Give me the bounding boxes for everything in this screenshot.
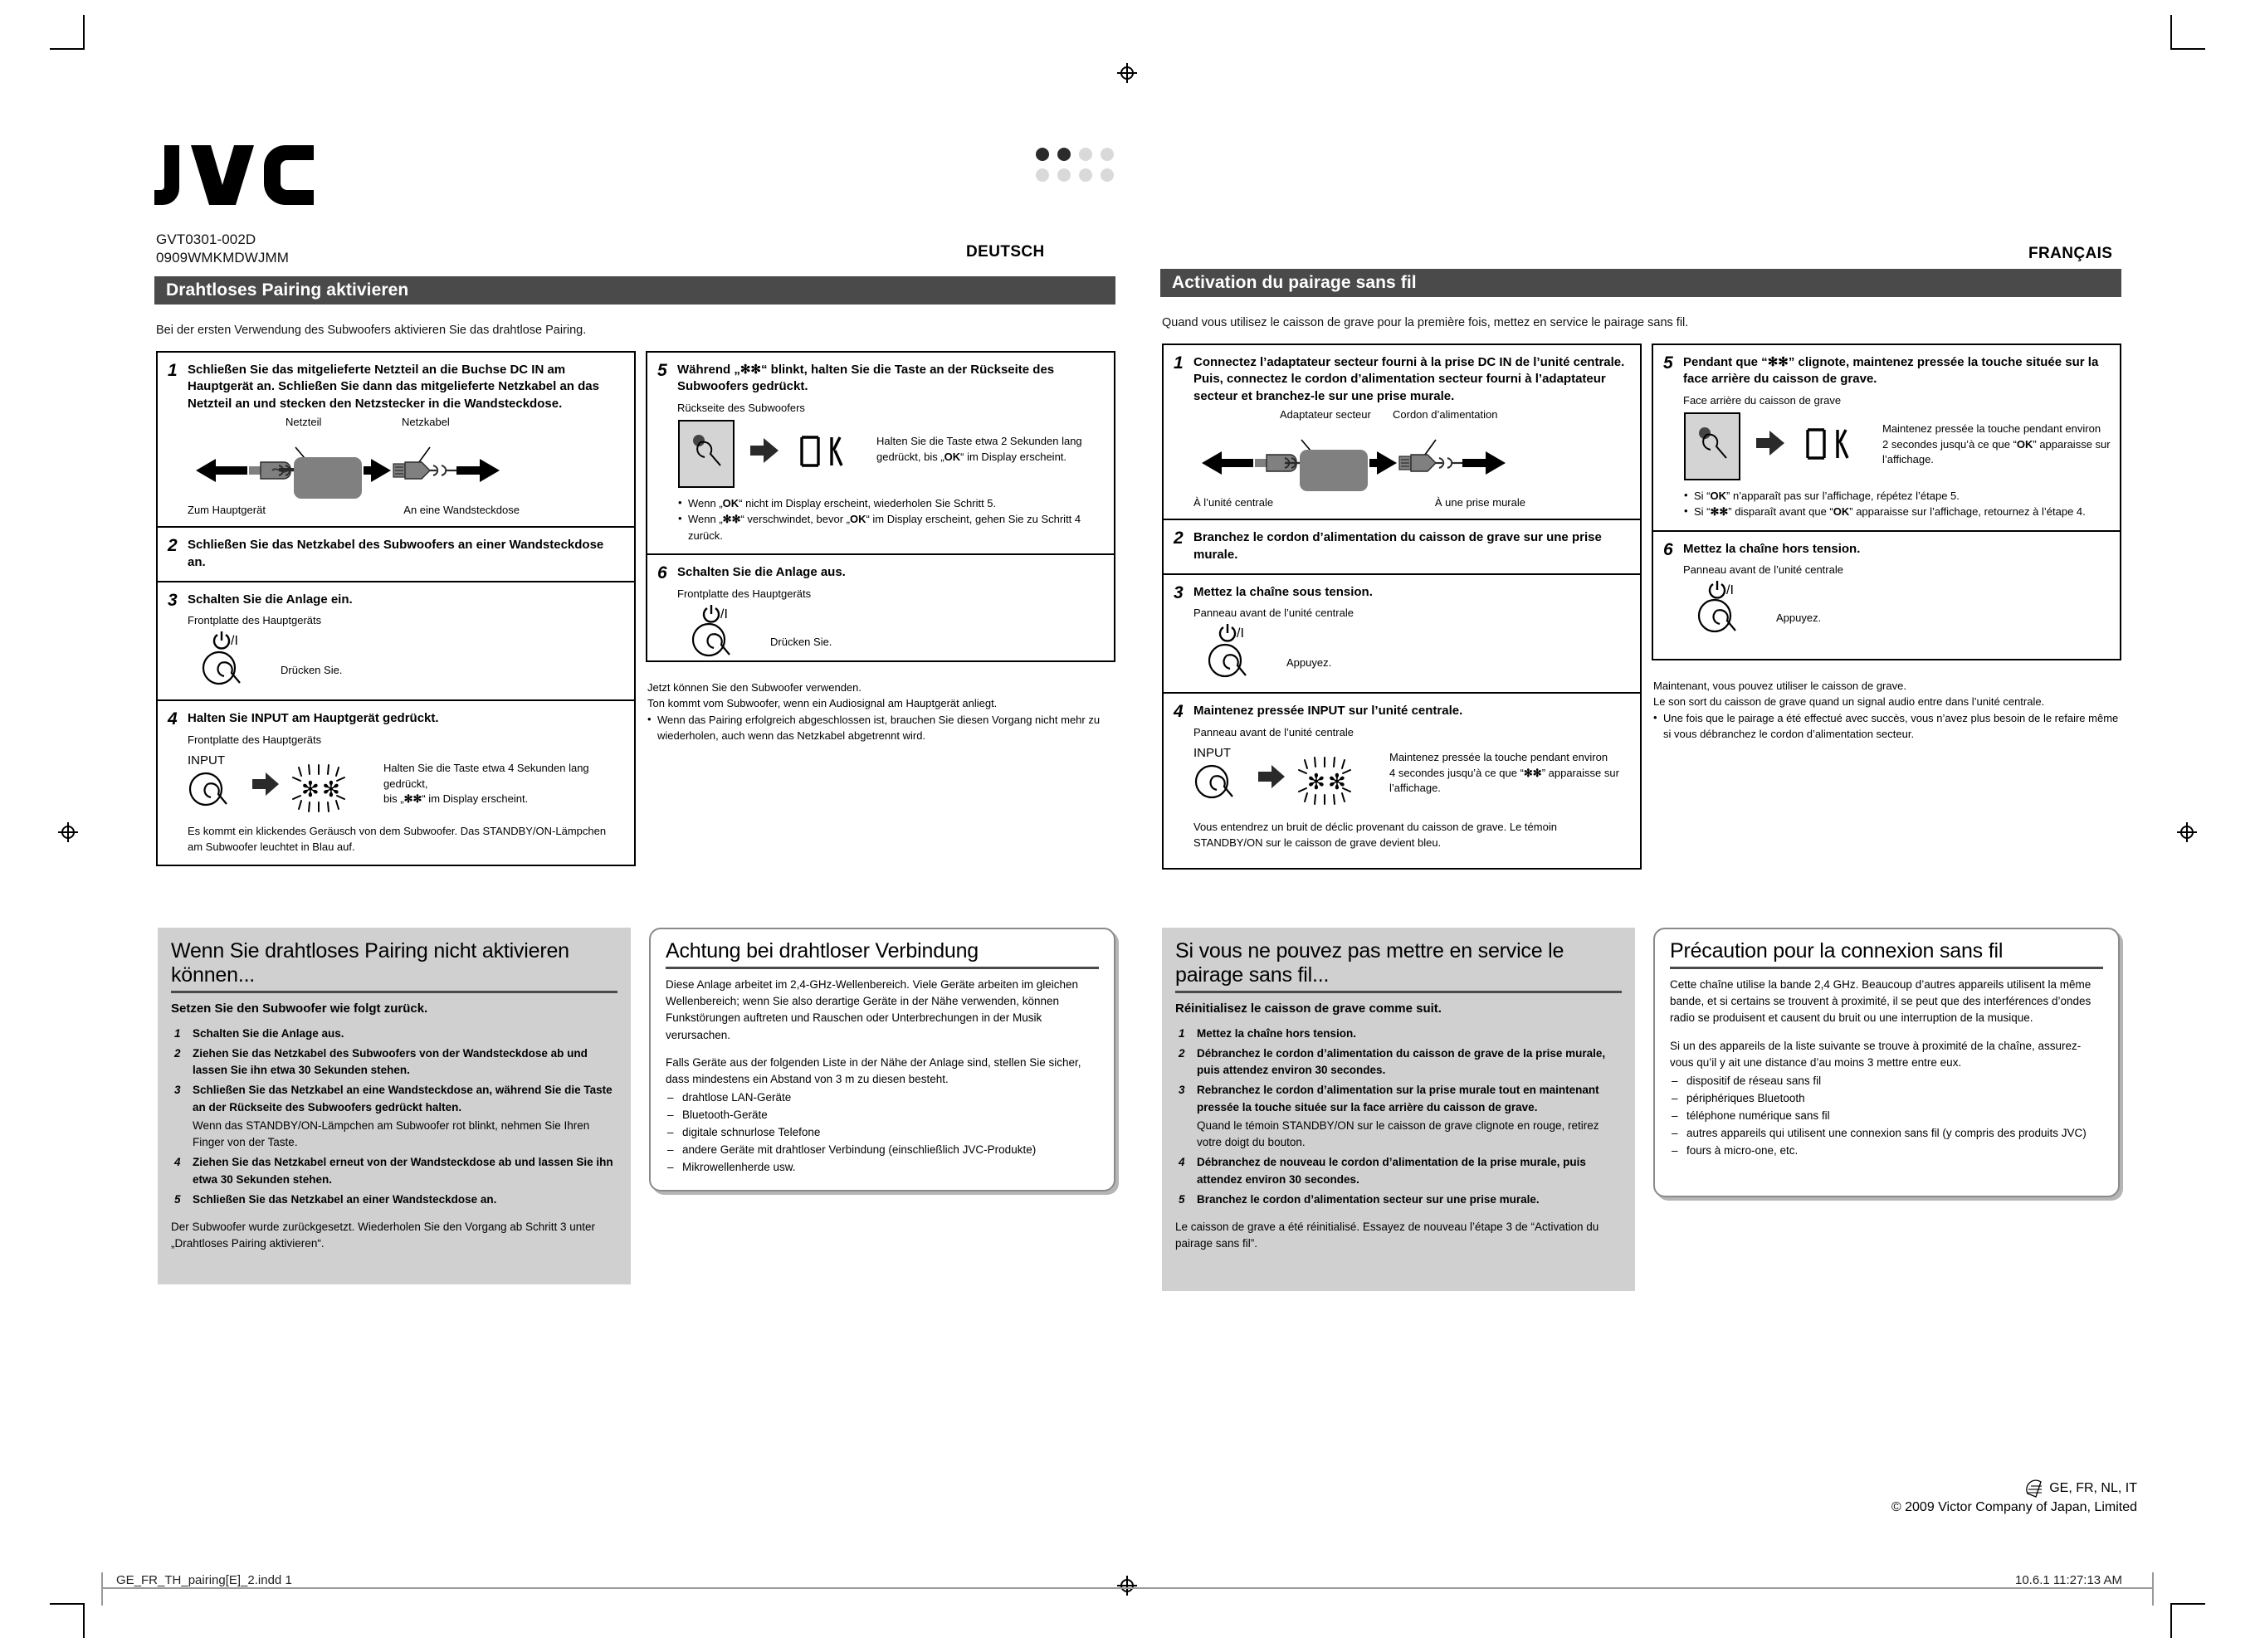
document-code-primary: GVT0301-002D [156, 231, 256, 247]
footer-divider [101, 1587, 2154, 1589]
item-text: Ziehen Sie das Netzkabel erneut von der Wandsteckdose ab und lassen Sie ihn etwa 30 Sekunden stehen. [193, 1156, 613, 1186]
bullet-1b: ” n’apparaît pas sur l’affichage, répétez l’étape 5. [1726, 489, 1960, 502]
list-item [171, 1082, 617, 1151]
item-number: 2 [174, 1046, 181, 1060]
list-item: – téléphone numérique sans fil [1670, 1108, 2103, 1125]
display-stars: ✻✻ [403, 792, 422, 806]
step-title: Maintenez pressée INPUT sur l’unité centrale. [1193, 704, 1463, 719]
svg-text:/I: /I [231, 634, 238, 649]
caution-paragraph-2: Si un des appareils de la liste suivante se trouve à proximité de la chaîne, assurez-vous qu’il y ait une distance d’au moins 3 mettre entre eux. [1670, 1039, 2082, 1069]
list-item: – fours à micro-one, etc. [1670, 1143, 2103, 1160]
power-button-diagram [677, 603, 1103, 661]
caution-device-list [666, 1089, 1099, 1177]
french-step-4 [1164, 692, 1640, 860]
press-label: Drücken Sie. [770, 635, 832, 648]
hold-instruction [1389, 750, 1638, 797]
crop-mark-tl-v [83, 15, 85, 50]
adapter-label: Adaptateur secteur [1280, 408, 1371, 422]
subwoofer-rear-diagram [1683, 410, 2109, 483]
panel-caption: Panneau avant de l’unité centrale [1193, 607, 1354, 620]
display-stars: ✻✻ [1710, 505, 1729, 519]
panel-closing-text: Le caisson de grave a été réinitialisé. Essayez de nouveau l’étape 3 de “Activation du pairage sans fil”. [1175, 1221, 1599, 1250]
svg-text:✻: ✻ [1307, 769, 1325, 795]
caution-device-list [1670, 1073, 2103, 1160]
title-rule [666, 967, 1099, 969]
hold-line-2b: ” apparaisse sur [1541, 766, 1619, 779]
document-codes [156, 231, 289, 267]
display-stars: ✻✻ [1523, 766, 1542, 779]
german-intro-text: Bei der ersten Verwendung des Subwoofers aktivieren Sie das drahtlose Pairing. [156, 324, 587, 337]
german-step-3 [158, 581, 634, 699]
list-item [1175, 1045, 1622, 1079]
step-number: 1 [168, 361, 178, 380]
french-section-banner [1160, 269, 2121, 297]
step-title: Schließen Sie das mitgelieferte Netzteil an die Buchse DC IN am Hauptgerät an. Schließen Sie dann das mitgelieferte Netzkabel an das Netzteil an und stecken den Netzstecker in die Wandsteckdose. [188, 363, 599, 411]
german-step-4 [158, 699, 634, 865]
french-troubleshooting-panel [1162, 928, 1635, 1291]
display-stars: ✻✻ [1767, 355, 1789, 369]
step-number: 2 [1174, 529, 1184, 548]
list-item: – autres appareils qui utilisent une connexion sans fil (y compris des produits JVC) [1670, 1125, 2103, 1143]
power-button-diagram [1683, 579, 2109, 637]
document-code-secondary: 0909WMKMDWJMM [156, 249, 289, 266]
adapter-foot-left: Zum Hauptgerät [188, 504, 266, 517]
hold-line-1: Halten Sie die Taste etwa 2 Sekunden lang [876, 434, 1082, 447]
german-banner-text: Drahtloses Pairing aktivieren [166, 280, 409, 300]
language-label-french: FRANÇAIS [2028, 245, 2113, 262]
step-title: Connectez l’adaptateur secteur fourni à la prise DC IN de l’unité centrale. Puis, connectez le cordon d’alimentation secteur fourni à l’adaptateur secteur et branchez-le sur une prise murale. [1193, 355, 1625, 403]
caution-paragraph-1: Diese Anlage arbeitet im 2,4-GHz-Wellenbereich. Viele Geräte arbeiten im gleichen Wellenbereich; wenn Sie also derartige Geräte in der Nähe verwenden, können Funkstörungen auftreten und Rauschen oder Unterbrechungen in der Musik verursachen. [666, 977, 1079, 1041]
crop-mark-bl-v [83, 1603, 85, 1638]
list-item: – andere Geräte mit drahtloser Verbindung (einschließlich JVC-Produkte) [666, 1142, 1099, 1159]
hold-line-1: Maintenez pressée la touche pendant environ [1882, 422, 2101, 435]
power-button-diagram [188, 630, 623, 690]
step-number: 2 [168, 536, 178, 556]
step-title-part-b: ” clignote, maintenez pressée la touche située sur la face arrière du caisson de grave. [1683, 355, 2099, 387]
copyright-text: © 2009 Victor Company of Japan, Limited [1891, 1500, 2137, 1514]
bullet-1 [1684, 488, 2109, 504]
item-number: 2 [1179, 1046, 1185, 1060]
item-text: Mettez la chaîne hors tension. [1197, 1026, 1357, 1040]
step-title: Schließen Sie das Netzkabel des Subwoofers an einer Wandsteckdose an. [188, 538, 604, 569]
svg-text:✻: ✻ [322, 777, 340, 802]
french-banner-text: Activation du pairage sans fil [1172, 273, 1417, 292]
step-title: Mettez la chaîne hors tension. [1683, 541, 1861, 556]
french-caution-panel [1653, 928, 2120, 1197]
bullet-2b: “ verschwindet, bevor „ [740, 513, 850, 526]
german-section-banner [154, 276, 1115, 305]
adapter-foot-right: An eine Wandsteckdose [403, 504, 520, 517]
hold-line-2a: gedrückt, bis „ [876, 450, 944, 463]
display-ok: OK [2016, 437, 2033, 451]
adapter-label: Netzteil [286, 416, 322, 429]
regions-label: GE, FR, NL, IT [2049, 1481, 2137, 1496]
item-number: 3 [1179, 1084, 1185, 1097]
language-label-german: DEUTSCH [966, 243, 1045, 261]
display-stars: ✻✻ [722, 513, 741, 526]
bullet-2 [1684, 504, 2109, 520]
ac-adapter-diagram [1193, 408, 1629, 509]
registration-mark-bottom [1120, 1579, 1134, 1592]
german-steps-right-box [646, 351, 1115, 662]
item-number: 1 [174, 1026, 181, 1040]
step-note: Es kommt ein klickendes Geräusch von dem Subwoofer. Das STANDBY/ON-Lämpchen am Subwoofer leuchtet in Blau auf. [188, 824, 607, 853]
item-text: Schließen Sie das Netzkabel an eine Wandsteckdose an, während Sie die Taste an der Rückseite des Subwoofers gedrückt halten. [193, 1084, 613, 1114]
item-number: 5 [174, 1192, 181, 1206]
crop-mark-tl-h [50, 48, 85, 50]
hold-instruction [876, 434, 1109, 465]
panel-title: Wenn Sie drahtloses Pairing nicht aktivieren können... [171, 939, 569, 987]
step-number: 4 [168, 709, 178, 729]
hold-line-2a: 4 secondes jusqu’à ce que “ [1389, 766, 1524, 779]
panel-subtitle: Réinitialisez le caisson de grave comme suit. [1175, 1001, 1442, 1016]
step-title: Mettez la chaîne sous tension. [1193, 584, 1373, 599]
french-after-text [1653, 679, 2122, 743]
french-step-5 [1653, 345, 2120, 530]
step-title [677, 362, 1103, 396]
display-ok: OK [944, 450, 961, 463]
item-text: Branchez le cordon d’alimentation secteur sur une prise murale. [1197, 1192, 1540, 1206]
step-number: 1 [1174, 353, 1184, 373]
german-after-text [647, 680, 1112, 744]
german-step-1 [158, 353, 634, 526]
after-line-2: Ton kommt vom Subwoofer, wenn ein Audiosignal am Hauptgerät anliegt. [647, 696, 998, 709]
panel-title: Achtung bei drahtloser Verbindung [666, 939, 979, 962]
title-rule [1670, 967, 2103, 969]
step-bullets [1684, 488, 2109, 520]
crop-mark-tr-v [2170, 15, 2172, 50]
panel-caption: Face arrière du caisson de grave [1683, 393, 1842, 407]
bullet-1 [678, 495, 1103, 512]
svg-text:✻: ✻ [301, 777, 320, 802]
german-caution-panel [649, 928, 1115, 1191]
after-line-1: Maintenant, vous pouvez utiliser le caisson de grave. [1653, 680, 1906, 692]
step-title: Branchez le cordon d’alimentation du caisson de grave sur une prise murale. [1193, 530, 1602, 562]
french-steps-right-box [1652, 344, 2121, 660]
hold-line-2a: bis „ [383, 792, 404, 806]
list-item: – digitale schnurlose Telefone [666, 1124, 1099, 1142]
step-number: 3 [168, 590, 178, 610]
item-text: Rebranchez le cordon d’alimentation sur la prise murale tout en maintenant pressée la touche située sur la face arrière du caisson de grave. [1197, 1084, 1599, 1114]
french-step-6 [1653, 530, 2120, 647]
panel-caption: Frontplatte des Hauptgeräts [188, 614, 322, 627]
item-number: 4 [1179, 1156, 1185, 1169]
item-number: 5 [1179, 1192, 1185, 1206]
list-item: – drahtlose LAN-Geräte [666, 1089, 1099, 1107]
step-title [1683, 354, 2109, 388]
after-line-1: Jetzt können Sie den Subwoofer verwenden. [647, 681, 862, 694]
item-text: Débranchez le cordon d’alimentation du caisson de grave de la prise murale, puis attendez environ 30 secondes. [1197, 1046, 1606, 1076]
item-number: 4 [174, 1156, 181, 1169]
svg-text:/I: /I [1237, 626, 1244, 641]
panel-caption: Rückseite des Subwoofers [677, 401, 805, 414]
bullet-2c: ” apparaisse sur l’affichage, retournez à l’étape 4. [1849, 505, 2086, 519]
list-item: – périphériques Bluetooth [1670, 1090, 2103, 1108]
panel-title: Si vous ne pouvez pas mettre en service le pairage sans fil... [1175, 939, 1564, 987]
item-text: Schalten Sie die Anlage aus. [193, 1026, 344, 1040]
adapter-foot-left: À l’unité centrale [1193, 496, 1274, 509]
svg-text:/I: /I [720, 607, 728, 621]
svg-text:INPUT: INPUT [1193, 745, 1231, 760]
step-note: Vous entendrez un bruit de déclic provenant du caisson de grave. Le témoin STANDBY/ON sur le caisson de grave devient bleu. [1193, 820, 1557, 849]
title-rule [171, 991, 617, 993]
reset-steps-list [171, 1026, 617, 1209]
list-item [1175, 1026, 1622, 1042]
adapter-foot-right: À une prise murale [1434, 496, 1525, 509]
crop-mark-bl-h [50, 1603, 85, 1605]
bullet-2c: “ im Display erscheint, gehen Sie zu Schritt 4 zurück. [688, 513, 1081, 542]
item-text: Ziehen Sie das Netzkabel des Subwoofers von der Wandsteckdose ab und lassen Sie ihn etwa 30 Sekunden stehen. [193, 1046, 588, 1076]
french-step-2 [1164, 519, 1640, 573]
step-number: 5 [1663, 353, 1673, 373]
step-title-part-a: Während „ [677, 363, 740, 377]
source-file-name: GE_FR_TH_pairing[E]_2.indd 1 [116, 1573, 292, 1587]
title-rule [1175, 991, 1622, 993]
hold-line-2b: ” apparaisse sur [2033, 437, 2111, 451]
after-line-2: Le son sort du caisson de grave quand un signal audio entre dans l’unité centrale. [1653, 694, 2045, 708]
jvc-logo [154, 145, 314, 205]
press-label: Appuyez. [1286, 656, 1332, 670]
german-troubleshooting-panel [158, 928, 631, 1284]
bullet-1b: “ nicht im Display erscheint, wiederholen Sie Schritt 5. [739, 496, 997, 509]
step-title: Schalten Sie die Anlage aus. [677, 565, 846, 580]
svg-text:INPUT: INPUT [188, 753, 225, 768]
list-item [171, 1026, 617, 1042]
item-number: 3 [174, 1084, 181, 1097]
panel-title: Précaution pour la connexion sans fil [1670, 939, 2004, 962]
power-button-diagram [1193, 622, 1629, 682]
press-label: Drücken Sie. [281, 664, 343, 677]
item-text: Débranchez de nouveau le cordon d’alimentation de la prise murale, puis attendez environ 30 secondes. [1197, 1156, 1586, 1186]
list-item [1175, 1191, 1622, 1208]
input-hold-diagram [1193, 742, 1629, 813]
list-item: – Mikrowellenherde usw. [666, 1159, 1099, 1177]
bullet-1a: Si “ [1694, 489, 1711, 502]
item-subtext: Wenn das STANDBY/ON-Lämpchen am Subwoofer rot blinkt, nehmen Sie Ihren Finger von der Taste. [193, 1118, 590, 1148]
hold-line-2b: “ im Display erscheint. [960, 450, 1067, 463]
panel-caption: Frontplatte des Hauptgeräts [188, 733, 322, 746]
list-item [171, 1154, 617, 1188]
list-item [171, 1191, 617, 1208]
step-title: Halten Sie INPUT am Hauptgerät gedrückt. [188, 711, 439, 726]
panel-subtitle: Setzen Sie den Subwoofer wie folgt zurück. [171, 1001, 428, 1016]
ac-adapter-diagram [188, 416, 623, 516]
panel-closing-text: Der Subwoofer wurde zurückgesetzt. Wiederholen Sie den Vorgang ab Schritt 3 unter „Drahtloses Pairing aktivieren“. [171, 1221, 596, 1250]
german-step-6 [647, 553, 1114, 670]
page-footer [1891, 1479, 2137, 1517]
item-text: Schließen Sie das Netzkabel an einer Wandsteckdose an. [193, 1192, 497, 1206]
panel-caption: Frontplatte des Hauptgeräts [677, 587, 812, 600]
display-ok: OK [722, 496, 739, 509]
registration-mark-right [2180, 826, 2194, 839]
list-item: – Bluetooth-Geräte [666, 1107, 1099, 1124]
step-bullets [678, 495, 1103, 544]
footer-separator-right [2152, 1572, 2154, 1606]
hold-line-1: Maintenez pressée la touche pendant environ [1389, 750, 1608, 763]
print-timestamp: 10.6.1 11:27:13 AM [2015, 1573, 2122, 1587]
german-step-2 [158, 526, 634, 581]
step-title-part-b: “ blinkt, halten Sie die Taste an der Rückseite des Subwoofers gedrückt. [677, 363, 1055, 394]
step-number: 4 [1174, 702, 1184, 722]
reset-steps-list [1175, 1026, 1622, 1209]
list-item [1175, 1154, 1622, 1188]
panel-caption: Panneau avant de l’unité centrale [1683, 563, 1843, 577]
step-title: Schalten Sie die Anlage ein. [188, 592, 353, 607]
power-cord-label: Cordon d’alimentation [1393, 408, 1498, 422]
press-label: Appuyez. [1776, 612, 1822, 625]
list-item [171, 1045, 617, 1079]
svg-text:✻: ✻ [1328, 769, 1346, 795]
subwoofer-rear-diagram [677, 417, 1103, 490]
bullet-2b: ” disparaît avant que “ [1728, 505, 1833, 519]
bullet-2a: Wenn „ [688, 513, 723, 526]
french-step-1 [1164, 345, 1640, 519]
display-stars: ✻✻ [739, 363, 761, 377]
hold-line-2a: 2 secondes jusqu’à ce que “ [1882, 437, 2017, 451]
caution-paragraph-1: Cette chaîne utilise la bande 2,4 GHz. Beaucoup d’autres appareils utilisent la même bande, et si certains se trouvent à proximité, il se peut que des interférences d’ondes radio se produisent et causent du bruit ou une interruption de la musique. [1670, 977, 2091, 1025]
step-number: 5 [657, 361, 667, 380]
french-steps-left-box [1162, 344, 1642, 870]
footer-separator-left [101, 1572, 103, 1606]
crop-mark-br-h [2170, 1603, 2205, 1605]
registration-mark-top [1120, 66, 1134, 80]
crop-mark-br-v [2170, 1603, 2172, 1638]
item-subtext: Quand le témoin STANDBY/ON sur le caisson de grave clignote en rouge, retirez votre doigt du bouton. [1197, 1118, 1599, 1148]
after-bullet: • Wenn das Pairing erfolgreich abgeschlossen ist, brauchen Sie diesen Vorgang nicht mehr zu wiederholen, auch wenn das Netzkabel abgetrennt wird. [647, 712, 1112, 744]
power-cord-label: Netzkabel [402, 416, 450, 429]
input-hold-diagram [188, 749, 623, 817]
german-steps-left-box [156, 351, 636, 866]
hold-instruction [1882, 422, 2123, 469]
caution-paragraph-2: Falls Geräte aus der folgenden Liste in der Nähe der Anlage sind, stellen Sie sicher, dass mindestens ein Abstand von 3 m zu diesen besteht. [666, 1055, 1081, 1085]
german-step-5 [647, 353, 1114, 553]
step-title-part-a: Pendant que “ [1683, 355, 1768, 369]
svg-text:/I: /I [1726, 583, 1734, 598]
item-number: 1 [1179, 1026, 1185, 1040]
hold-line-3: l’affichage. [1882, 453, 1934, 466]
victor-shell-icon [2024, 1479, 2046, 1498]
bullet-2 [678, 511, 1103, 543]
step-number: 6 [1663, 539, 1673, 559]
step-number: 3 [1174, 582, 1184, 602]
hold-instruction [383, 761, 632, 808]
bullet-1a: Wenn „ [688, 496, 723, 509]
french-intro-text: Quand vous utilisez le caisson de grave pour la première fois, mettez en service le pairage sans fil. [1162, 316, 1689, 329]
hold-line-3: l’affichage. [1389, 782, 1441, 795]
list-item [1175, 1082, 1622, 1151]
hold-line-2b: “ im Display erscheint. [422, 792, 529, 806]
registration-mark-left [61, 826, 75, 839]
list-item: – dispositif de réseau sans fil [1670, 1073, 2103, 1090]
display-ok: OK [1710, 489, 1726, 502]
after-bullet: • Une fois que le pairage a été effectué avec succès, vous n’avez plus besoin de le refaire même si vous débranchez le cordon d’alimentation secteur. [1653, 710, 2122, 743]
bullet-2a: Si “ [1694, 505, 1711, 519]
step-number: 6 [657, 563, 667, 583]
french-step-3 [1164, 573, 1640, 692]
hold-line-1: Halten Sie die Taste etwa 4 Sekunden lang gedrückt, [383, 761, 589, 790]
page-indicator-dots [1036, 148, 1119, 189]
display-ok: OK [1833, 505, 1850, 519]
panel-caption: Panneau avant de l’unité centrale [1193, 725, 1354, 738]
display-ok: OK [849, 513, 866, 526]
crop-mark-tr-h [2170, 48, 2205, 50]
